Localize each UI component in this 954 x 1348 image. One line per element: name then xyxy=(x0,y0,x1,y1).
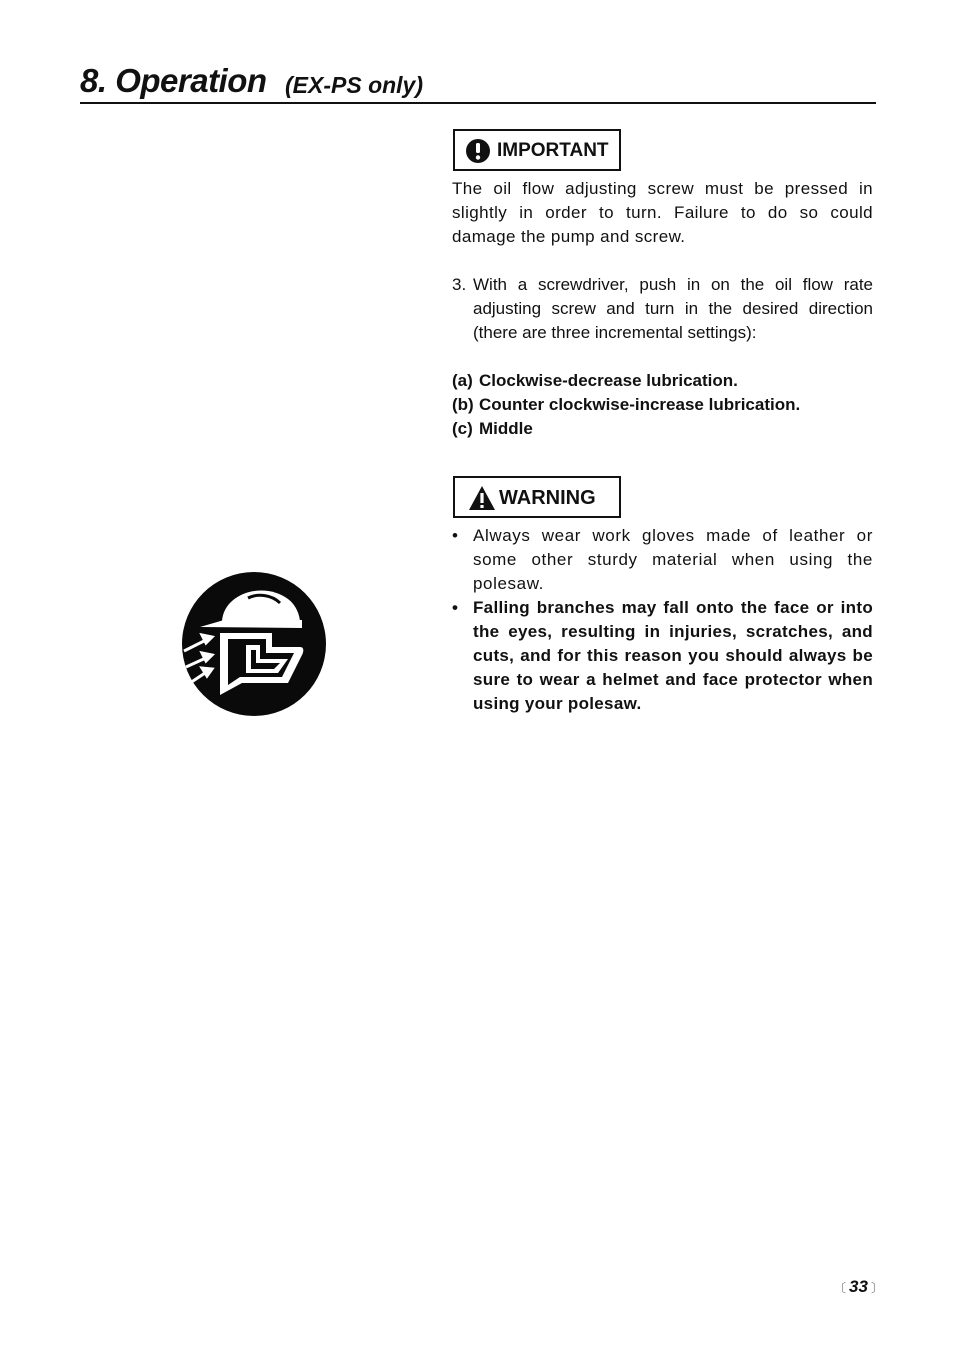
warning-triangle-icon xyxy=(468,485,496,511)
warning-label-box xyxy=(453,476,621,518)
page-bracket-right: 〕 xyxy=(870,1281,883,1295)
helmet-face-shield-icon xyxy=(180,571,328,719)
option-text: Counter clockwise-increase lubrication. xyxy=(479,395,801,414)
important-text: The oil flow adjusting screw must be pressed in slightly in order to turn. Failure to do so could damage the pump and screw. xyxy=(452,179,873,246)
bullet-icon: • xyxy=(452,598,458,617)
bullet-icon: • xyxy=(452,526,458,545)
page-number xyxy=(834,1277,883,1297)
option-key: (c) xyxy=(452,419,473,438)
warning-item-text: Falling branches may fall onto the face or into the eyes, resulting in injuries, scratches, and cuts, and for this reason you should always be sure to wear a helmet and face protector when using your polesaw. xyxy=(473,598,873,713)
warning-label: WARNING xyxy=(499,487,596,509)
warning-item-text: Always wear work gloves made of leather or some other sturdy material when using the polesaw. xyxy=(473,526,873,593)
option-key: (a) xyxy=(452,371,473,390)
section-title: 8. Operation xyxy=(80,62,267,99)
important-label-box xyxy=(453,129,621,171)
step-text: With a screwdriver, push in on the oil flow rate adjusting screw and turn in the desired direction (there are three incremental settings): xyxy=(473,275,873,342)
exclamation-icon xyxy=(465,138,491,164)
page-heading xyxy=(80,60,876,104)
page-bracket-left: 〔 xyxy=(834,1281,847,1295)
option-text: Clockwise-decrease lubrication. xyxy=(479,371,738,390)
option-text: Middle xyxy=(479,419,533,438)
step-number: 3. xyxy=(452,275,467,294)
option-key: (b) xyxy=(452,395,474,414)
important-label: IMPORTANT xyxy=(497,140,609,161)
page-number-value: 33 xyxy=(849,1277,868,1296)
section-subtitle: (EX-PS only) xyxy=(285,72,424,98)
